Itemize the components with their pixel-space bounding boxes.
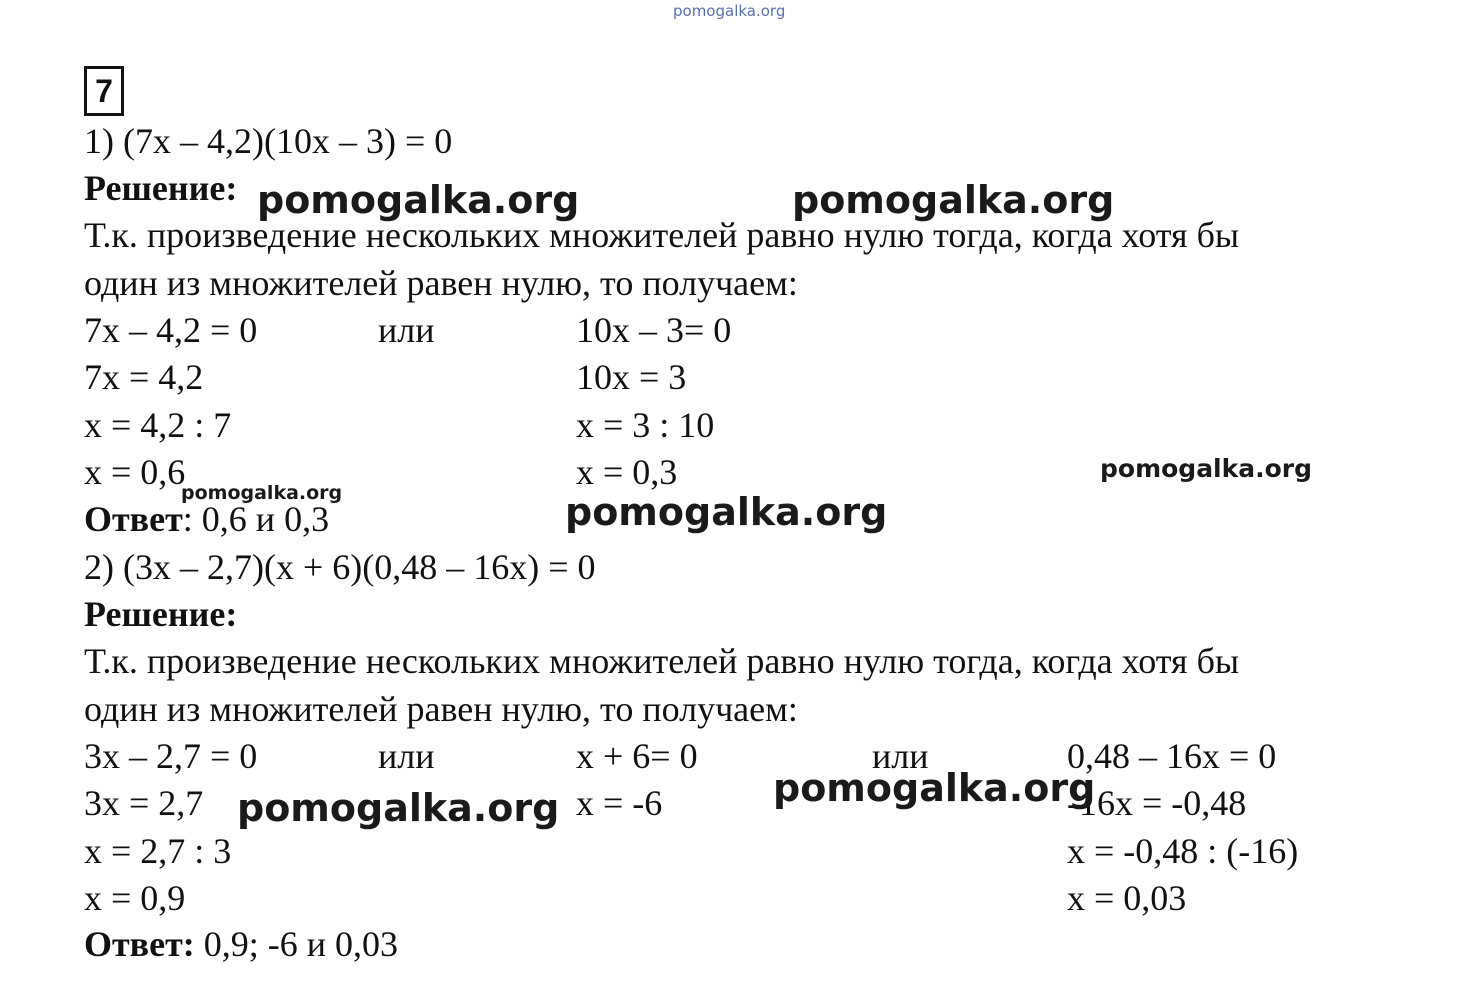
solution-label-2: Решение: [84,594,238,634]
p1-col1-step2: 7x = 4,2 [84,357,204,397]
explanation-2-line1: Т.к. произведение нескольких множителей равно нулю тогда, когда хотя бы [84,641,1240,681]
watermark: pomogalka.org [257,178,580,222]
equation-2: 2) (3x – 2,7)(x + 6)(0,48 – 16x) = 0 [84,547,596,587]
equation-1: 1) (7x – 4,2)(10x – 3) = 0 [84,121,453,161]
answer-label-1: Ответ [84,499,183,539]
watermark: pomogalka.org [237,786,560,830]
task-number: 7 [84,66,124,116]
solution-label-1: Решение: [84,168,238,208]
explanation-2-line2: один из множителей равен нулю, то получаем: [84,689,798,729]
explanation-1-line1: Т.к. произведение нескольких множителей равно нулю тогда, когда хотя бы [84,215,1240,255]
explanation-1-line2: один из множителей равен нулю, то получаем: [84,263,798,303]
answer-value-2: 0,9; -6 и 0,03 [194,924,399,964]
answer-2 [84,923,398,965]
site-header-watermark: pomogalka.org [673,2,786,20]
p1-or: или [378,310,435,350]
p1-col2-step2: 10x = 3 [576,357,687,397]
p2-col3-step3: x = -0,48 : (-16) [1067,831,1299,871]
answer-1 [84,498,329,540]
answer-label-2: Ответ: [84,924,195,964]
p2-col2-step1: x + 6= 0 [576,736,698,776]
p1-col2-step4: x = 0,3 [576,452,678,492]
watermark: pomogalka.org [565,490,888,534]
p1-col2-step1: 10x – 3= 0 [576,310,732,350]
p1-col1-step4: x = 0,6 [84,452,186,492]
p2-col3-step2: -16x = -0,48 [1067,783,1247,823]
p2-col1-step3: x = 2,7 : 3 [84,831,232,871]
p2-or-1: или [378,736,435,776]
p2-or-2: или [872,736,929,776]
watermark: pomogalka.org [773,766,1096,810]
p1-col1-step3: x = 4,2 : 7 [84,405,232,445]
p1-col2-step3: x = 3 : 10 [576,405,715,445]
p2-col3-step4: x = 0,03 [1067,878,1187,918]
answer-value-1: : 0,6 и 0,3 [182,499,330,539]
watermark: pomogalka.org [792,178,1115,222]
p2-col1-step1: 3x – 2,7 = 0 [84,736,258,776]
p2-col1-step4: x = 0,9 [84,878,186,918]
watermark: pomogalka.org [181,482,343,504]
p1-col1-step1: 7x – 4,2 = 0 [84,310,258,350]
p2-col3-step1: 0,48 – 16x = 0 [1067,736,1277,776]
p2-col2-step2: x = -6 [576,783,663,823]
p2-col1-step2: 3x = 2,7 [84,783,204,823]
watermark: pomogalka.org [1100,454,1313,483]
